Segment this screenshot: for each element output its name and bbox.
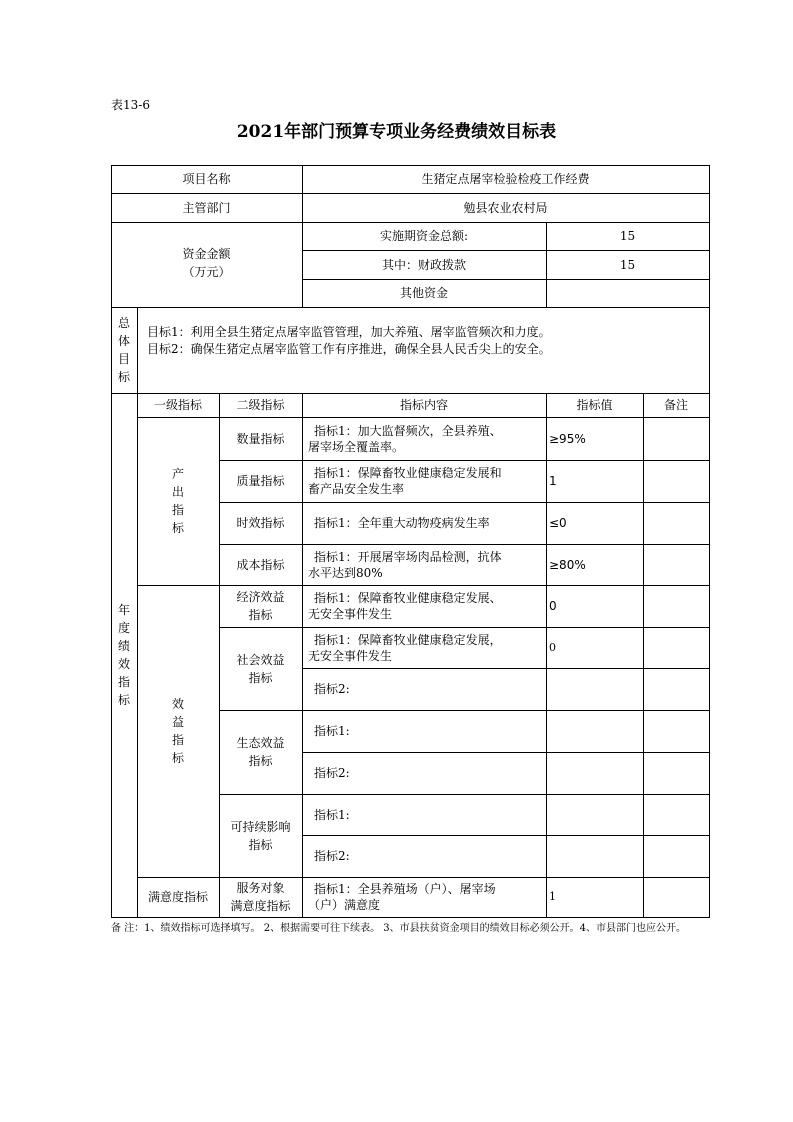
- overall-goal-label: [111, 307, 137, 393]
- cost-indicator-label: 成本指标: [236, 557, 285, 572]
- label-char: 目: [117, 352, 130, 366]
- content-line: 水平达到80%: [308, 565, 383, 580]
- content-line: 无安全事件发生: [308, 607, 393, 621]
- label-char: 标: [117, 693, 130, 707]
- table-number: 表13-6: [111, 98, 150, 112]
- total-funds-value: 15: [619, 229, 636, 243]
- label-line: 指标: [248, 670, 273, 685]
- content-line: 指标1：保障畜牧业健康稳定发展、: [314, 591, 502, 605]
- time-indicator-label: 时效指标: [236, 516, 285, 530]
- label-line: 可持续影响: [230, 819, 291, 834]
- label-line: 经济效益: [236, 590, 285, 604]
- quality-indicator-content: [302, 460, 546, 502]
- label-char: 益: [171, 715, 184, 729]
- content-line: 指标1：保障畜牧业健康稳定发展，: [314, 632, 502, 647]
- grid-line: [643, 393, 644, 918]
- benefit-indicator-label: [137, 585, 219, 877]
- label-char: 指: [117, 675, 130, 689]
- footnote: 备 注：1、绩效指标可选择填写。 2、根据需要可往下续表。 3、市县扶贫资金项目的绩效目标必须公开。4、市县部门也应公开。: [111, 923, 686, 934]
- col-header-level2: 二级指标: [236, 398, 285, 412]
- label-char: 产: [171, 467, 184, 481]
- funds-unit-text: （万元）: [182, 264, 231, 279]
- label-char: 标: [171, 521, 184, 535]
- economic-benefit-content: [302, 585, 546, 627]
- label-line: 指标: [248, 754, 273, 768]
- time-indicator-content: 指标1：全年重大动物疫病发生率: [314, 516, 490, 530]
- department-label: 主管部门: [182, 200, 231, 215]
- grid-line: [137, 307, 138, 393]
- output-indicator-label: [137, 417, 219, 585]
- time-indicator-value: ≤0: [549, 516, 567, 530]
- label-line: 满意度指标: [230, 899, 291, 913]
- label-char: 标: [117, 370, 130, 384]
- quality-indicator-label: 质量指标: [236, 474, 285, 488]
- sustainability-content-2: 指标2:: [314, 849, 350, 863]
- label-char: 绩: [117, 639, 130, 653]
- cost-indicator-value: ≥80%: [549, 557, 586, 572]
- department-value: 勉县农业农村局: [463, 200, 548, 215]
- ecological-benefit-label: [219, 710, 302, 794]
- funds-label: [111, 222, 302, 307]
- finance-funds-label: 其中：财政拨款: [381, 257, 466, 272]
- ecological-benefit-content-1: 指标1:: [314, 724, 350, 738]
- label-char: 指: [171, 503, 184, 517]
- label-char: 出: [171, 485, 184, 499]
- label-char: 年: [117, 603, 130, 617]
- other-funds-value: [546, 279, 709, 307]
- content-line: 指标1：开展屠宰场肉品检测，抗体: [314, 549, 502, 564]
- col-header-content: 指标内容: [399, 398, 448, 412]
- quantity-indicator-content: [302, 417, 546, 460]
- finance-funds-value: 15: [619, 257, 636, 272]
- content-line: 指标1：全县养殖场（户）、屠宰场: [314, 882, 496, 896]
- content-line: 无安全事件发生: [308, 648, 393, 663]
- label-char: 效: [117, 657, 130, 671]
- label-line: 社会效益: [236, 652, 285, 667]
- label-line: 服务对象: [236, 881, 285, 895]
- quality-indicator-value: 1: [549, 474, 557, 488]
- content-line: 指标1：保障畜牧业健康稳定发展和: [314, 466, 502, 480]
- satisfaction-indicator-label: 满意度指标: [147, 890, 208, 904]
- economic-benefit-label: [219, 585, 302, 627]
- overall-goals: [147, 324, 551, 358]
- economic-benefit-value: 0: [549, 599, 557, 613]
- label-char: 总: [117, 316, 130, 330]
- label-char: 标: [171, 751, 184, 765]
- content-line: 畜产品安全发生率: [308, 482, 405, 496]
- content-line: 指标1：加大监督频次，全县养殖、: [314, 423, 502, 438]
- annual-indicator-label: [111, 393, 137, 917]
- label-char: 度: [117, 621, 130, 635]
- social-benefit-label: [219, 627, 302, 710]
- col-header-level1: 一级指标: [153, 398, 202, 412]
- label-line: 指标: [248, 608, 273, 622]
- grid-line: [709, 165, 710, 918]
- label-char: 指: [171, 733, 184, 747]
- project-name-label: 项目名称: [182, 172, 231, 186]
- grid-line: [111, 307, 710, 308]
- social-benefit-content: [302, 627, 546, 668]
- social-benefit-content-2: 指标2:: [314, 682, 350, 696]
- col-header-remark: 备注: [663, 398, 688, 412]
- service-satisfaction-value: 1: [549, 890, 556, 903]
- cost-indicator-content: [302, 544, 546, 585]
- label-char: 体: [117, 334, 130, 348]
- social-benefit-value: 0: [549, 640, 556, 654]
- ecological-benefit-content-2: 指标2:: [314, 766, 350, 780]
- grid-line: [111, 917, 710, 918]
- goal-2: 目标2：确保生猪定点屠宰监管工作有序推进，确保全县人民舌尖上的安全。: [147, 342, 551, 356]
- quantity-indicator-value: ≥95%: [549, 431, 586, 446]
- content-line: （户）满意度: [308, 898, 381, 912]
- label-char: 效: [171, 697, 184, 711]
- content-line: 屠宰场全覆盖率。: [308, 439, 405, 454]
- other-funds-label: 其他资金: [399, 286, 448, 300]
- project-name-value: 生猪定点屠宰检验检疫工作经费: [421, 172, 590, 186]
- sustainability-content-1: 指标1:: [314, 807, 350, 822]
- service-satisfaction-content: [302, 877, 546, 917]
- service-satisfaction-label: [219, 877, 302, 917]
- sustainability-label: [219, 794, 302, 877]
- goal-1: 目标1：利用全县生猪定点屠宰监管管理，加大养殖、屠宰监管频次和力度。: [147, 325, 551, 339]
- total-funds-label: 实施期资金总额:: [379, 229, 469, 243]
- funds-label-text: 资金金额: [182, 246, 231, 261]
- page-title: 2021年部门预算专项业务经费绩效目标表: [236, 122, 557, 142]
- col-header-value: 指标值: [576, 398, 613, 412]
- label-line: 指标: [248, 837, 273, 852]
- quantity-indicator-label: 数量指标: [236, 431, 285, 446]
- label-line: 生态效益: [236, 736, 285, 750]
